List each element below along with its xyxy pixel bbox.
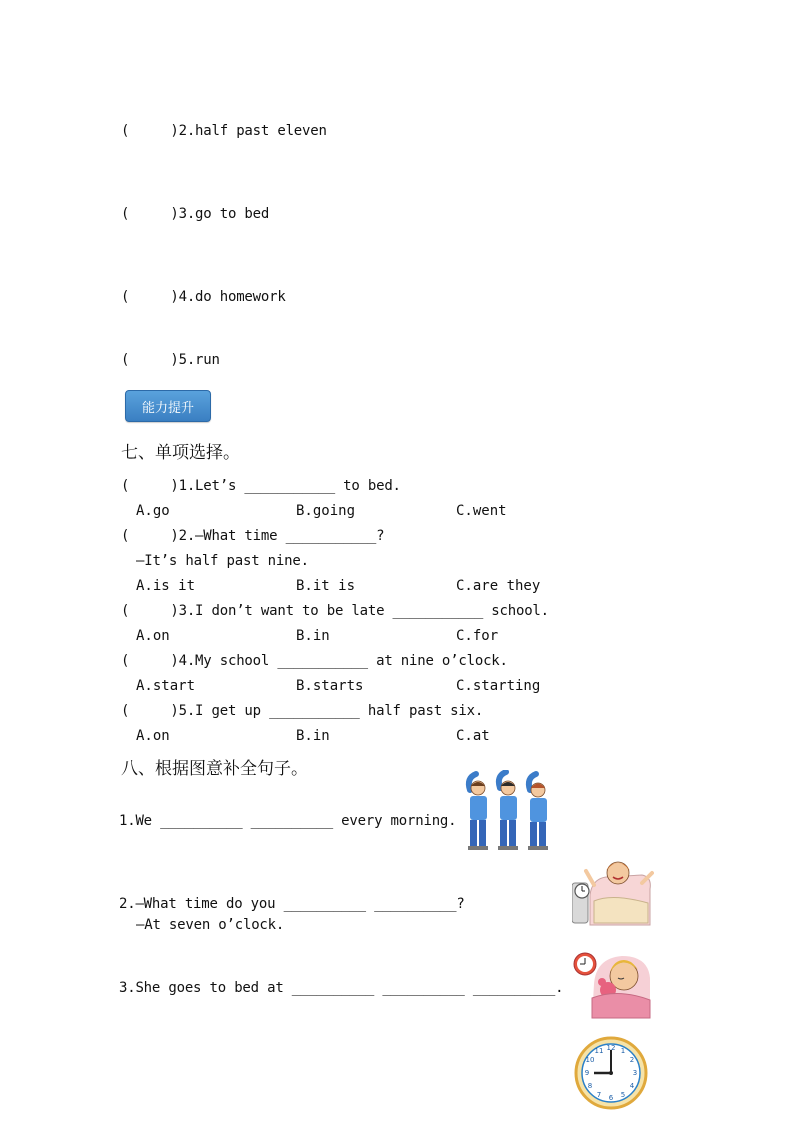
q4-option-a: A.start	[136, 678, 196, 694]
svg-text:12: 12	[606, 1044, 616, 1052]
q5-option-c: C.at	[456, 728, 490, 744]
q1-option-a: A.go	[136, 503, 170, 519]
q4-option-c: C.starting	[456, 678, 541, 694]
sentence-3: 3.She goes to bed at __________ __________ __________.	[119, 980, 564, 996]
q1-option-b: B.going	[296, 503, 356, 519]
matching-item-2: ( )2.half past eleven	[121, 123, 327, 139]
q3-option-b: B.in	[296, 628, 330, 644]
q5-option-a: A.on	[136, 728, 170, 744]
q1-option-c: C.went	[456, 503, 507, 519]
sleeping-girl-picture	[572, 948, 654, 1020]
svg-text:1: 1	[620, 1047, 626, 1055]
question-5: ( )5.I get up ___________ half past six.	[121, 703, 484, 719]
q4-option-b: B.starts	[296, 678, 364, 694]
svg-text:6: 6	[608, 1094, 614, 1102]
exercising-children-picture	[462, 770, 554, 854]
svg-text:5: 5	[620, 1091, 626, 1099]
section7-title: 七、单项选择。	[121, 443, 240, 463]
question-2-reply: —It’s half past nine.	[136, 553, 309, 569]
svg-text:2: 2	[629, 1056, 635, 1064]
matching-item-4: ( )4.do homework	[121, 289, 286, 305]
q2-option-b: B.it is	[296, 578, 356, 594]
q3-option-c: C.for	[456, 628, 499, 644]
svg-text:9: 9	[584, 1069, 590, 1077]
svg-text:10: 10	[585, 1056, 595, 1064]
svg-text:8: 8	[587, 1082, 593, 1090]
q3-option-a: A.on	[136, 628, 170, 644]
question-4: ( )4.My school ___________ at nine o’clock.	[121, 653, 508, 669]
clock-nine-picture	[573, 1036, 651, 1110]
waking-girl-picture	[572, 855, 654, 929]
q5-option-b: B.in	[296, 728, 330, 744]
matching-item-5: ( )5.run	[121, 352, 220, 368]
q2-option-c: C.are they	[456, 578, 541, 594]
svg-text:4: 4	[629, 1082, 635, 1090]
sentence-2-reply: —At seven o’clock.	[136, 917, 285, 933]
svg-text:11: 11	[594, 1047, 604, 1055]
sentence-2: 2.—What time do you __________ __________?	[119, 896, 465, 912]
matching-item-3: ( )3.go to bed	[121, 206, 270, 222]
question-3: ( )3.I don’t want to be late ___________ school.	[121, 603, 549, 619]
section8-title: 八、根据图意补全句子。	[121, 759, 308, 779]
q2-option-a: A.is it	[136, 578, 196, 594]
sentence-1: 1.We __________ __________ every morning.	[119, 813, 457, 829]
ability-badge: 能力提升	[125, 390, 211, 422]
svg-text:7: 7	[596, 1091, 602, 1099]
svg-text:3: 3	[632, 1069, 638, 1077]
question-2: ( )2.—What time ___________?	[121, 528, 385, 544]
question-1: ( )1.Let’s ___________ to bed.	[121, 478, 401, 494]
